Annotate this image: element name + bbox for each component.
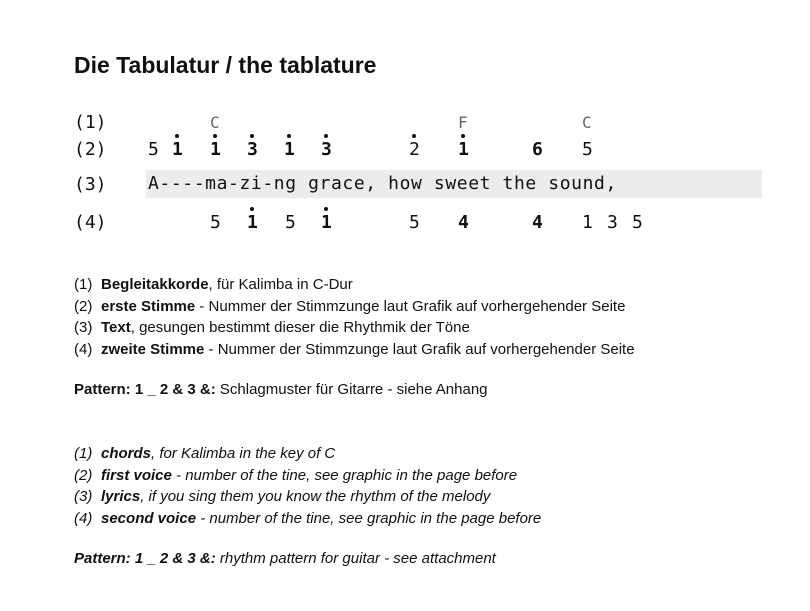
voice1-note-high: 1 [284, 139, 295, 160]
lyrics-line: A----ma-zi-ng grace, how sweet the sound, [148, 173, 617, 194]
chord-c: C [210, 113, 220, 132]
voice1-note-high: 3 [321, 139, 332, 160]
legend-item: (4) second voice - number of the tine, see graphic in the page before [74, 509, 542, 527]
legend-item: (2) erste Stimme - Nummer der Stimmzunge laut Grafik auf vorhergehender Seite [74, 297, 626, 315]
legend-item: (3) Text, gesungen bestimmt dieser die Rhythmik der Töne [74, 319, 470, 336]
voice1-note-high: 1 [172, 139, 183, 160]
octave-dot [412, 134, 416, 138]
voice2-note: 5 [210, 212, 221, 233]
row-label-chords: (1) [74, 112, 107, 133]
legend-item: (3) lyrics, if you sing them you know the rhythm of the melody [74, 488, 491, 505]
legend-item: (1) chords, for Kalimba in the key of C [74, 445, 336, 462]
octave-dot [461, 134, 465, 138]
octave-dot [250, 134, 254, 138]
voice1-note: 5 [582, 139, 593, 160]
octave-dot [287, 134, 291, 138]
voice1-note-high: 1 [458, 139, 469, 160]
legend-item: (1) Begleitakkorde, für Kalimba in C-Dur [74, 276, 353, 293]
voice1-note-high: 1 [210, 139, 221, 160]
voice2-note: 5 [632, 212, 643, 233]
voice1-note: 5 [148, 139, 159, 160]
voice2-note: 5 [409, 212, 420, 233]
voice1-note: 6 [532, 139, 543, 160]
voice1-note-high: 3 [247, 139, 258, 160]
voice2-note-high: 1 [321, 212, 332, 233]
voice2-note: 1 [582, 212, 593, 233]
pattern-german: Pattern: 1 _ 2 & 3 &: Schlagmuster für Gitarre - siehe Anhang [74, 381, 488, 398]
voice2-note-high: 1 [247, 212, 258, 233]
page-title: Die Tabulatur / the tablature [74, 52, 377, 78]
voice2-note: 5 [285, 212, 296, 233]
row-label-lyrics: (3) [74, 174, 107, 195]
voice2-note: 4 [532, 212, 543, 233]
octave-dot [250, 207, 254, 211]
row-label-first-voice: (2) [74, 139, 107, 160]
octave-dot [324, 134, 328, 138]
legend-german [74, 274, 635, 360]
legend-item: (2) first voice - number of the tine, see graphic in the page before [74, 466, 518, 484]
row-label-second-voice: (4) [74, 212, 107, 233]
voice1-note-high: 2 [409, 139, 420, 160]
chord-f: F [458, 113, 468, 132]
voice2-note: 3 [607, 212, 618, 233]
chord-c: C [582, 113, 592, 132]
pattern-english: Pattern: 1 _ 2 & 3 &: rhythm pattern for guitar - see attachment [74, 550, 496, 567]
octave-dot [175, 134, 179, 138]
voice2-note: 4 [458, 212, 469, 233]
legend-item: (4) zweite Stimme - Nummer der Stimmzunge laut Grafik auf vorhergehender Seite [74, 340, 635, 358]
octave-dot [213, 134, 217, 138]
octave-dot [324, 207, 328, 211]
legend-english [74, 443, 541, 529]
